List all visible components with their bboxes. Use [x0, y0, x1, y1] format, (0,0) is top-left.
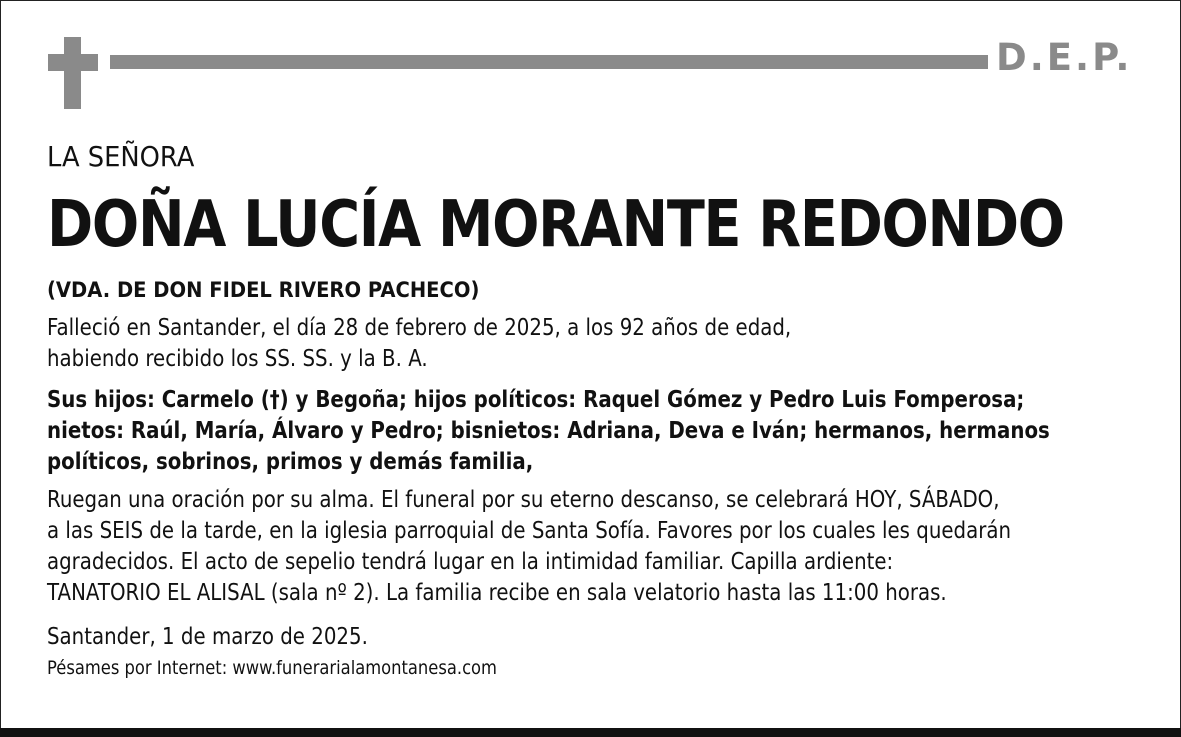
funeral-line: Ruegan una oración por su alma. El funeral por su eterno descanso, se celebrará HOY, SÁBADO, [47, 487, 1000, 513]
funeral-line: TANATORIO EL ALISAL (sala nº 2). La familia recibe en sala velatorio hasta las 11:00 horas. [47, 580, 947, 606]
funeral-line: a las SEIS de la tarde, en la iglesia parroquial de Santa Sofía. Favores por los cuales les quedarán [47, 518, 1012, 544]
bottom-bar [0, 728, 1181, 737]
family-list [47, 385, 1050, 478]
deceased-name: DOÑA LUCÍA MORANTE REDONDO [47, 188, 1064, 262]
family-line: Sus hijos: Carmelo (†) y Begoña; hijos políticos: Raquel Gómez y Pedro Luis Fomperosa; [47, 387, 1025, 413]
header-rule [110, 55, 988, 69]
widow-of: (VDA. DE DON FIDEL RIVERO PACHECO) [47, 278, 480, 302]
place-date: Santander, 1 de marzo de 2025. [47, 624, 368, 650]
honorific: LA SEÑORA [47, 140, 195, 173]
cross-icon [48, 37, 98, 109]
condolences-link: Pésames por Internet: www.funerarialamontanesa.com [47, 657, 497, 679]
death-notice-line: habiendo recibido los SS. SS. y la B. A. [47, 346, 428, 372]
death-notice [47, 313, 791, 375]
death-notice-line: Falleció en Santander, el día 28 de febrero de 2025, a los 92 años de edad, [47, 315, 792, 341]
funeral-line: agradecidos. El acto de sepelio tendrá lugar en la intimidad familiar. Capilla ardiente: [47, 549, 894, 575]
funeral-details [47, 485, 1011, 609]
dep-label: D.E.P. [996, 36, 1133, 79]
family-line: nietos: Raúl, María, Álvaro y Pedro; bisnietos: Adriana, Deva e Iván; hermanos, hermanos [47, 418, 1050, 444]
family-line: políticos, sobrinos, primos y demás familia, [47, 449, 534, 475]
